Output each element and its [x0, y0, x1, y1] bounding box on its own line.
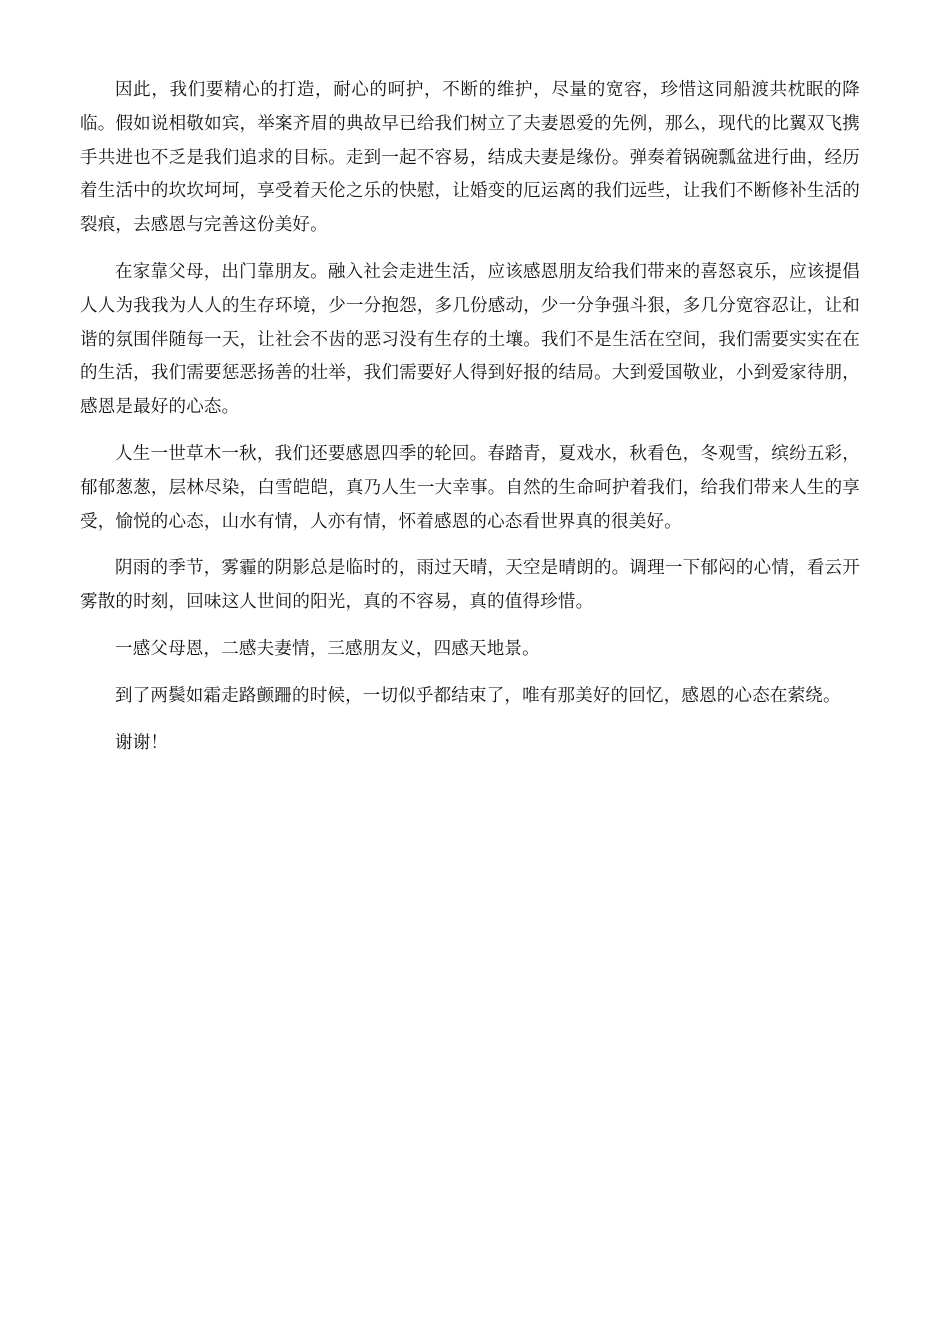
paragraph-4: 阴雨的季节，雾霾的阴影总是临时的，雨过天晴，天空是晴朗的。调理一下郁闷的心情，看云开雾散的时刻，回味这人世间的阳光，真的不容易，真的值得珍惜。: [80, 558, 860, 613]
paragraph-1: 因此，我们要精心的打造，耐心的呵护，不断的维护，尽量的宽容，珍惜这同船渡共枕眠的降临。假如说相敬如宾，举案齐眉的典故早已给我们树立了夫妻恩爱的先例，那么，现代的比翼双飞携手共进也不乏是我们追求的目标。走到一起不容易，结成夫妻是缘份。弹奏着锅碗瓢盆进行曲，经历着生活中的坎坎坷坷，享受着天伦之乐的快慰，让婚变的厄运离的我们远些，让我们不断修补生活的裂痕，去感恩与完善这份美好。: [80, 80, 860, 236]
document-body: [80, 74, 860, 773]
paragraph-7: 谢谢！: [115, 732, 169, 753]
paragraph-6: 到了两鬓如霜走路颤跚的时候，一切似乎都结束了，唯有那美好的回忆，感恩的心态在萦绕。: [115, 685, 841, 706]
paragraph-2: 在家靠父母，出门靠朋友。融入社会走进生活，应该感恩朋友给我们带来的喜怒哀乐，应该提倡人人为我我为人人的生存环境，少一分抱怨，多几份感动，少一分争强斗狠，多几分宽容忍让，让和谐的氛围伴随每一天，让社会不齿的恶习没有生存的土壤。我们不是生活在空间，我们需要实实在在的生活，我们需要惩恶扬善的壮举，我们需要好人得到好报的结局。大到爱国敬业，小到爱家待朋，感恩是最好的心态。: [80, 261, 860, 418]
paragraph-5: 一感父母恩，二感夫妻情，三感朋友义，四感天地景。: [115, 638, 540, 659]
paragraph-3: 人生一世草木一秋，我们还要感恩四季的轮回。春踏青，夏戏水，秋看色，冬观雪，缤纷五彩，郁郁葱葱，层林尽染，白雪皑皑，真乃人生一大幸事。自然的生命呵护着我们，给我们带来人生的享受，愉悦的心态，山水有情，人亦有情，怀着感恩的心态看世界真的很美好。: [80, 443, 860, 532]
